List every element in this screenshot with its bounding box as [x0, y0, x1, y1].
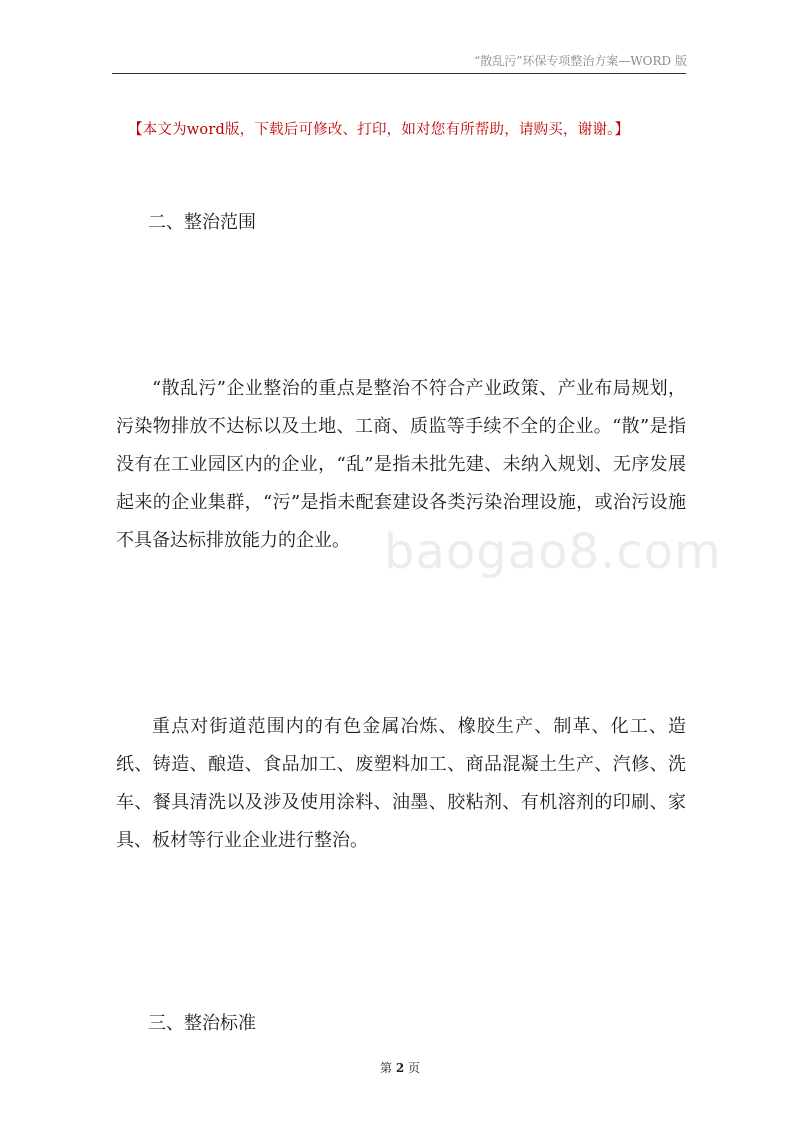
header-divider — [112, 73, 686, 74]
page-number: 2 — [395, 1061, 405, 1075]
paragraph-key-industries: 重点对街道范围内的有色金属冶炼、橡胶生产、制革、化工、造纸、铸造、酿造、食品加工、废塑料加工、商品混凝土生产、汽修、洗车、餐具清洗以及涉及使用涂料、油墨、胶粘剂、有机溶剂的印刷、家具、板材等行业企业进行整治。 — [116, 716, 686, 851]
word-version-notice: 【本文为word版，下载后可修改、打印，如对您有所帮助，请购买，谢谢。】 — [128, 122, 630, 138]
paragraph-scope-definition: “散乱污”企业整治的重点是整治不符合产业政策、产业布局规划，污染物排放不达标以及土地、工商、质监等手续不全的企业。“散”是指没有在工业园区内的企业，“乱”是指未批先建、未纳入规划、无序发展起来的企业集群，“污”是指未配套建设各类污染治理设施，或治污设施不具备达标排放能力的企业。 — [116, 378, 686, 551]
section-heading-standards: 三、整治标准 — [148, 1013, 256, 1034]
page-footer — [0, 1059, 800, 1076]
section-heading-scope: 二、整治范围 — [148, 212, 256, 233]
running-header: “散乱污”环保专项整治方案—WORD 版 — [474, 54, 687, 68]
footer-suffix: 页 — [408, 1061, 421, 1075]
footer-prefix: 第 — [379, 1061, 392, 1075]
watermark: baogao8.com — [384, 524, 722, 580]
